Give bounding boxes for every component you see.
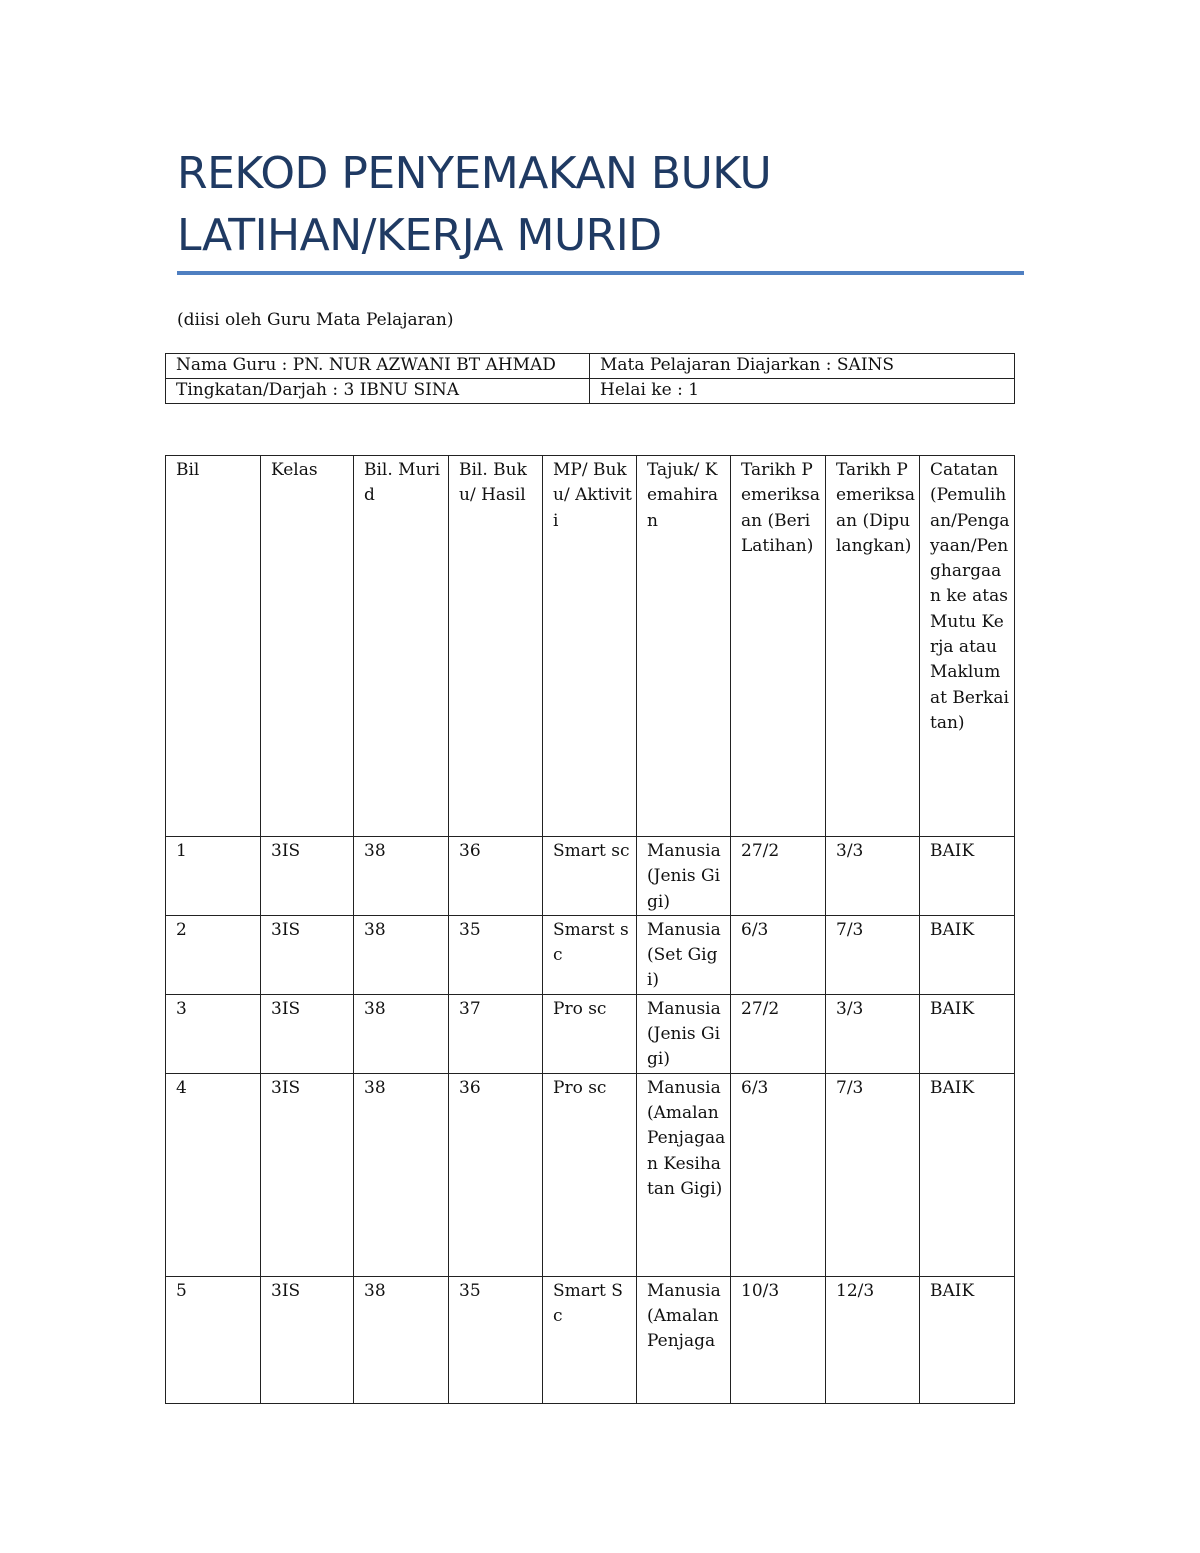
- table-cell: 35: [449, 1276, 543, 1403]
- table-cell: Smarst sc: [543, 915, 637, 994]
- table-cell: BAIK: [920, 1073, 1015, 1276]
- document-subtitle: (diisi oleh Guru Mata Pelajaran): [177, 310, 454, 330]
- table-cell: BAIK: [920, 837, 1015, 916]
- header-cell-bil-buku: Bil. Buku/ Hasil: [449, 456, 543, 837]
- table-cell: 27/2: [731, 994, 826, 1073]
- table-cell: 7/3: [826, 915, 920, 994]
- table-cell: 36: [449, 837, 543, 916]
- document-title: [177, 143, 1037, 267]
- info-row: [166, 379, 1015, 404]
- table-cell: Pro sc: [543, 1073, 637, 1276]
- subject-taught: Mata Pelajaran Diajarkan : SAINS: [590, 354, 1015, 379]
- header-cell-tarikh-beri: Tarikh Pemeriksaan (Beri Latihan): [731, 456, 826, 837]
- table-cell: Smart Sc: [543, 1276, 637, 1403]
- table-cell: 38: [354, 1276, 449, 1403]
- table-cell: 38: [354, 1073, 449, 1276]
- table-row: [166, 1073, 1015, 1276]
- form-class: Tingkatan/Darjah : 3 IBNU SINA: [166, 379, 590, 404]
- table-header-row: [166, 456, 1015, 837]
- table-cell: 4: [166, 1073, 261, 1276]
- table-cell: 3: [166, 994, 261, 1073]
- table-cell: 6/3: [731, 915, 826, 994]
- table-cell: 12/3: [826, 1276, 920, 1403]
- table-cell: 3IS: [261, 1276, 354, 1403]
- table-cell: Manusia (Jenis Gigi): [637, 837, 731, 916]
- record-table: [165, 455, 1015, 1404]
- table-row: [166, 1276, 1015, 1403]
- table-cell: 3IS: [261, 837, 354, 916]
- table-cell: 3IS: [261, 994, 354, 1073]
- teacher-name: Nama Guru : PN. NUR AZWANI BT AHMAD: [166, 354, 590, 379]
- table-row: [166, 915, 1015, 994]
- header-cell-kelas: Kelas: [261, 456, 354, 837]
- table-cell: 38: [354, 915, 449, 994]
- title-underline: [177, 271, 1024, 275]
- header-cell-bil-murid: Bil. Murid: [354, 456, 449, 837]
- table-cell: 3IS: [261, 1073, 354, 1276]
- document-title-line-1: REKOD PENYEMAKAN BUKU: [177, 148, 772, 199]
- table-cell: BAIK: [920, 994, 1015, 1073]
- table-row: [166, 837, 1015, 916]
- table-cell: 2: [166, 915, 261, 994]
- table-cell: 5: [166, 1276, 261, 1403]
- table-cell: 6/3: [731, 1073, 826, 1276]
- table-cell: Pro sc: [543, 994, 637, 1073]
- table-cell: 3IS: [261, 915, 354, 994]
- header-cell-catatan: Catatan (Pemulihan/Pengayaan/Penghargaan ke atas Mutu Kerja atau Maklumat Berkaitan): [920, 456, 1015, 837]
- table-cell: 7/3: [826, 1073, 920, 1276]
- header-cell-tarikh-pulang: Tarikh Pemeriksaan (Dipulangkan): [826, 456, 920, 837]
- info-row: [166, 354, 1015, 379]
- table-cell: 38: [354, 994, 449, 1073]
- table-cell: 10/3: [731, 1276, 826, 1403]
- table-cell: 38: [354, 837, 449, 916]
- info-table: [165, 353, 1015, 404]
- table-cell: 1: [166, 837, 261, 916]
- table-cell: 3/3: [826, 994, 920, 1073]
- table-cell: Manusia (Amalan Penjagaan Kesihatan Gigi): [637, 1073, 731, 1276]
- table-cell: BAIK: [920, 1276, 1015, 1403]
- sheet-number: Helai ke : 1: [590, 379, 1015, 404]
- table-cell: Manusia (Jenis Gigi): [637, 994, 731, 1073]
- table-cell: 37: [449, 994, 543, 1073]
- table-cell: 27/2: [731, 837, 826, 916]
- header-cell-bil: Bil: [166, 456, 261, 837]
- document-title-line-2: LATIHAN/KERJA MURID: [177, 210, 662, 261]
- header-cell-tajuk: Tajuk/ Kemahiran: [637, 456, 731, 837]
- table-cell: Manusia (Amalan Penjaga: [637, 1276, 731, 1403]
- table-row: [166, 994, 1015, 1073]
- table-cell: 36: [449, 1073, 543, 1276]
- table-cell: 3/3: [826, 837, 920, 916]
- header-cell-mp-buku: MP/ Buku/ Aktiviti: [543, 456, 637, 837]
- table-cell: 35: [449, 915, 543, 994]
- table-cell: Smart sc: [543, 837, 637, 916]
- table-cell: BAIK: [920, 915, 1015, 994]
- table-cell: Manusia (Set Gigi): [637, 915, 731, 994]
